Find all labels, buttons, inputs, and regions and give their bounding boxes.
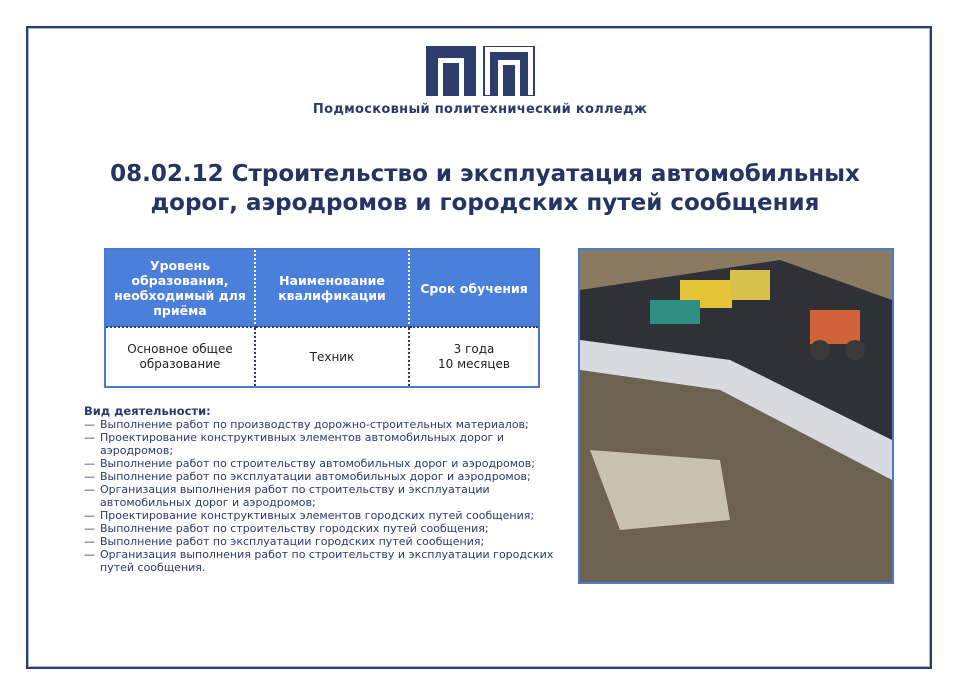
- cell-education-line-2: образование: [139, 357, 221, 371]
- cell-duration-line-1: 3 года: [453, 342, 495, 356]
- table-row: [105, 327, 539, 387]
- page-title: [60, 160, 910, 218]
- college-name: Подмосковный политехнический колледж: [312, 102, 648, 117]
- list-item: — Выполнение работ по строительству автомобильных дорог и аэродромов;: [84, 457, 554, 470]
- list-item: — Выполнение работ по строительству городских путей сообщения;: [84, 522, 554, 535]
- activities-list: [84, 418, 554, 574]
- road-paving-image-icon: [580, 250, 892, 582]
- cell-duration-line-2: 10 месяцев: [438, 357, 510, 371]
- title-line-2: дорог, аэродромов и городских путей сообщения: [150, 190, 820, 216]
- header-duration: Срок обучения: [409, 249, 539, 327]
- header-qualification: Наименование квалификации: [255, 249, 409, 327]
- list-item: — Выполнение работ по производству дорожно-строительных материалов;: [84, 418, 554, 431]
- activities-section: [84, 405, 554, 574]
- header-education-level: Уровень образования, необходимый для приёма: [105, 249, 255, 327]
- title-line-1: 08.02.12 Строительство и эксплуатация автомобильных: [110, 161, 860, 187]
- list-item: — Организация выполнения работ по строительству и эксплуатации автомобильных дорог и аэродромов;: [84, 483, 554, 509]
- list-item: — Выполнение работ по эксплуатации автомобильных дорог и аэродромов;: [84, 470, 554, 483]
- cell-education-line-1: Основное общее: [127, 342, 233, 356]
- road-construction-photo: [578, 248, 894, 584]
- table-header-row: [105, 249, 539, 327]
- cell-qualification: Техник: [255, 327, 409, 387]
- college-logo-icon: [426, 46, 536, 96]
- list-item: — Выполнение работ по эксплуатации городских путей сообщения;: [84, 535, 554, 548]
- cell-duration: [409, 327, 539, 387]
- cell-education-level: [105, 327, 255, 387]
- list-item: — Проектирование конструктивных элементов городских путей сообщения;: [84, 509, 554, 522]
- list-item: — Проектирование конструктивных элементов автомобильных дорог и аэродромов;: [84, 431, 554, 457]
- program-info-table: [104, 248, 540, 388]
- activities-heading: Вид деятельности:: [84, 404, 211, 418]
- list-item: — Организация выполнения работ по строительству и эксплуатации городских путей сообщения.: [84, 548, 554, 574]
